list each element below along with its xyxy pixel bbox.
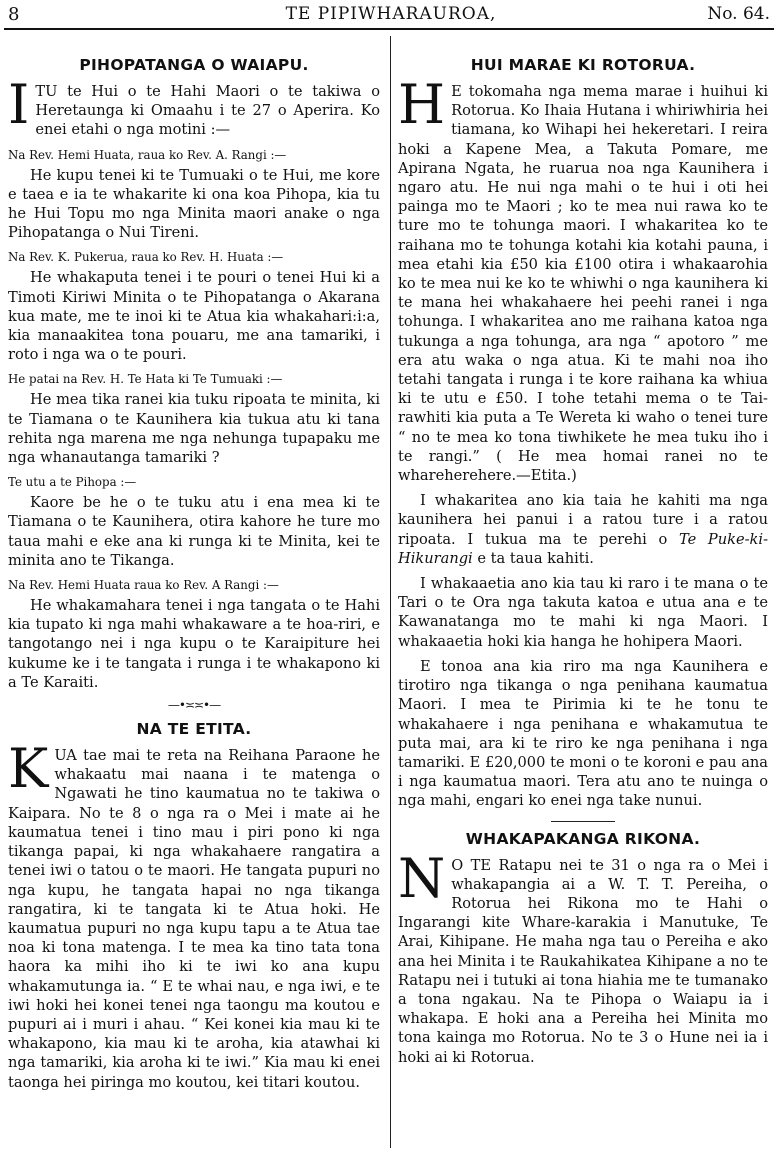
hui-paragraph-3: I whakaaetia ano kia tau ki raro i te mana o te Tari o te Ora nga takuta katoa e utua ana e te Kawanatanga mo te mahi ki nga Maori. I whakaaetia hoki kia hanga he hohipera Maori. — [398, 575, 768, 650]
hui-paragraph-1 — [398, 73, 768, 485]
headline-hui-marae: HUI MARAE KI ROTORUA. — [470, 56, 696, 74]
left-column — [8, 48, 380, 1098]
hui-p2-text-a: I whakaritea ano kia taia he kahiti ma nga kaunihera hei panui i a ratou ture i a ratou ripoata. I tukua ma te perehi o — [398, 492, 768, 548]
motion-text-3: He whakamahara tenei i nga tangata o te Hahi kia tupato ki nga mahi whakaware a te hoa-riri, e tangotango nei i nga kupu o te Karaipiture hei kukume ke i te tangata i runga i te whakapono ki a Te Karaiti. — [8, 597, 380, 691]
editorial-body: UA tae mai te reta na Reihana Paraone he whakaatu mai naana i te matenga o Ngawati he tino kaumatua no te takiwa o Kaipara. No te 8 o nga ra o Mei i mate ai he kaumatua tenei i tino mau i piri pono ki nga tikanga papai, ki nga whakahaere rangatira a tenei iwi o tatou o te maori. He tangata pupuri no nga kupu, he tangata hapai no nga tikanga rangatira, ki te tangata ki te Atua hoki. He kaumatua pupuri no nga kupu tapu a te Atua tae noa ki tona matenga. I te mea ka tino tata tona haora ka mihi iho ki te iwi ko ana kupu whakamutunga ia. “ E te whai nau, e nga iwi, e te iwi hoki hei konei tenei nga taongu ma koutou e pupuri ai i muri i ahau. “ Kei konei kia mau ki te whakapono, kia mau ki te aroha, kia atawhai ki nga tamariki, kia aroha ki te iwi.” Kia mau ki enei taonga hei piringa mo koutou, kei titari koutou. — [8, 747, 380, 1091]
rikona-paragraph — [398, 846, 768, 1067]
headline-na-te-etita: NA TE ETITA. — [136, 720, 252, 739]
issue-number: No. 64. — [707, 4, 770, 24]
header-rule — [4, 28, 774, 30]
rikona-body: O TE Ratapu nei te 31 o nga ra o Mei i whakapangia ai a W. T. T. Pereiha, o Rotorua hei Rikona mo te Hahi o Ingarangi kite Whare-karakia i Manutuke, Te Arai, Kihipane. He maha nga tau o Pereiha e ako ana hei Minita i te Raukahikatea Kihipane a no te Ratapu nei i tutuki ai tona hiahia me te tumanako a tona ngakau. Na te Pihopa o Waiapu ia i whakapa. E hoki ana a Pereiha hei Minita mo tona kainga mo Rotorua. No te 3 o Hune nei ia i hoki ai ki Rotorua. — [398, 856, 768, 1066]
hui-p2-text-b: e ta taua kahiti. — [477, 549, 594, 567]
motion-mover-3: Na Rev. Hemi Huata raua ko Rev. A Rangi :— — [8, 578, 279, 593]
publication-title: TE PIPIWHARAUROA, — [285, 4, 497, 24]
column-divider — [390, 36, 391, 1148]
editorial-text — [8, 737, 380, 1092]
intro-text: TU te Hui o te Hahi Maori o te takiwa o Heretaunga ki Omaahu i te 27 o Aperira. Ko enei etahi o nga motini :— — [35, 83, 380, 139]
motion-mover-1: Na Rev. Hemi Huata, raua ko Rev. A. Rangi :— — [8, 147, 287, 162]
section-ornament: —•≍≍•— — [167, 698, 221, 713]
drop-cap: N — [398, 846, 446, 910]
drop-cap: I — [8, 73, 30, 136]
headline-whakapakanga: WHAKAPAKANGA RIKONA. — [465, 829, 701, 848]
motion-text-2: He whakaputa tenei i te pouri o tenei Hui ki a Timoti Kiriwi Minita o te Pihopatanga o Akarana kua mate, me te inoi ki te Atua kia whakahari:i:a, kia manaakitea tona pouaru, me ana tamariki, i roto i nga wa o te pouri. — [8, 269, 380, 364]
right-column — [398, 48, 768, 1073]
question-text: He mea tika ranei kia tuku ripoata te minita, ki te Tiamana o te Kaunihera kia tukua atu ki tana rehita nga marena me nga nehunga tupapaku me nga whanautanga tamariki ? — [8, 391, 380, 467]
drop-cap: K — [8, 737, 49, 801]
article-intro — [8, 73, 380, 140]
question-mover: He patai na Rev. H. Te Hata ki Te Tumuaki :— — [8, 372, 283, 387]
bishop-reply-text: Kaore be he o te tuku atu i ena mea ki te Tiamana o te Kaunihera, otira kahore he ture mo taua mahi e eke ana ki runga ki te Minita, kei te minita ano te Tikanga. — [8, 494, 380, 569]
hui-paragraph-4: E tonoa ana kia riro ma nga Kaunihera e tirotiro nga tikanga o nga penihana kaumatua Maori. I mea te Pirimia ki te he tonu te whakahaere i nga penihana e whakamutua te puta mai, ara ki te riro ke nga penihana i nga tamariki. E £20,000 te moni o te koroni e pau ana i nga kaumatua maori. Tera atu ano te nuinga o nga mahi, engari ko enei nga take nunui. — [398, 657, 768, 810]
section-rule — [551, 821, 615, 822]
drop-cap: H — [398, 73, 446, 136]
hui-paragraph-2 — [398, 491, 768, 568]
newspaper-name: Te Puke-ki-Hikurangi — [398, 530, 769, 567]
page-number: 8 — [8, 4, 20, 25]
headline-pihopatanga: PIHOPATANGA O WAIAPU. — [79, 56, 309, 74]
hui-body-1: E tokomaha nga mema marae i huihui ki Rotorua. Ko Ihaia Hutana i whiriwhiria hei tiamana, ko Wihapi hei hekeretari. I reira hoki a Kapene Mea, a Takuta Pomare, me Apirana Ngata, he ruarua noa nga Kaunihera i ngaro atu. He nui nga mahi o te hui i oti hei painga mo te Maori ; ko te mea nui rawa ko te ture mo te tohunga maori. I whakaritea ko te raihana mo te tohunga kotahi kia kotahi pauna, i mea etahi kia £50 kia £100 otira i whakaarohia ko te mea nui ke ko te whiwhi o nga kaunihera ki te mana hei whakahaere hei peehi ranei i nga tohunga. I whakaritea ano me raihana katoa nga tukunga a nga tohunga, ara nga “ apotoro ” me era atu waka o nga atua. Ki te mahi noa iho tetahi tangata i runga i te kore raihana ka whiua ki te utu e £50. I tohe tetahi mema o te Tai-rawhiti kia puta a Te Wereta ki waho o tenei ture “ no te mea ko tona tiwhikete he mea tuku iho i te rangi.” ( He mea homai ranei no te wharehereherе.—Etita.) — [398, 83, 768, 485]
bishop-reply-label: Te utu a te Pihopa :— — [8, 475, 137, 490]
motion-text-1: He kupu tenei ki te Tumuaki o te Hui, me kore e taea e ia te whakarite ki ona koa Pihopa, kia tu he Hui Topu mo nga Minita maori anake o nga Pihopatanga o Nui Tireni. — [8, 166, 380, 242]
motion-mover-2: Na Rev. K. Pukerua, raua ko Rev. H. Huata :— — [8, 250, 284, 265]
